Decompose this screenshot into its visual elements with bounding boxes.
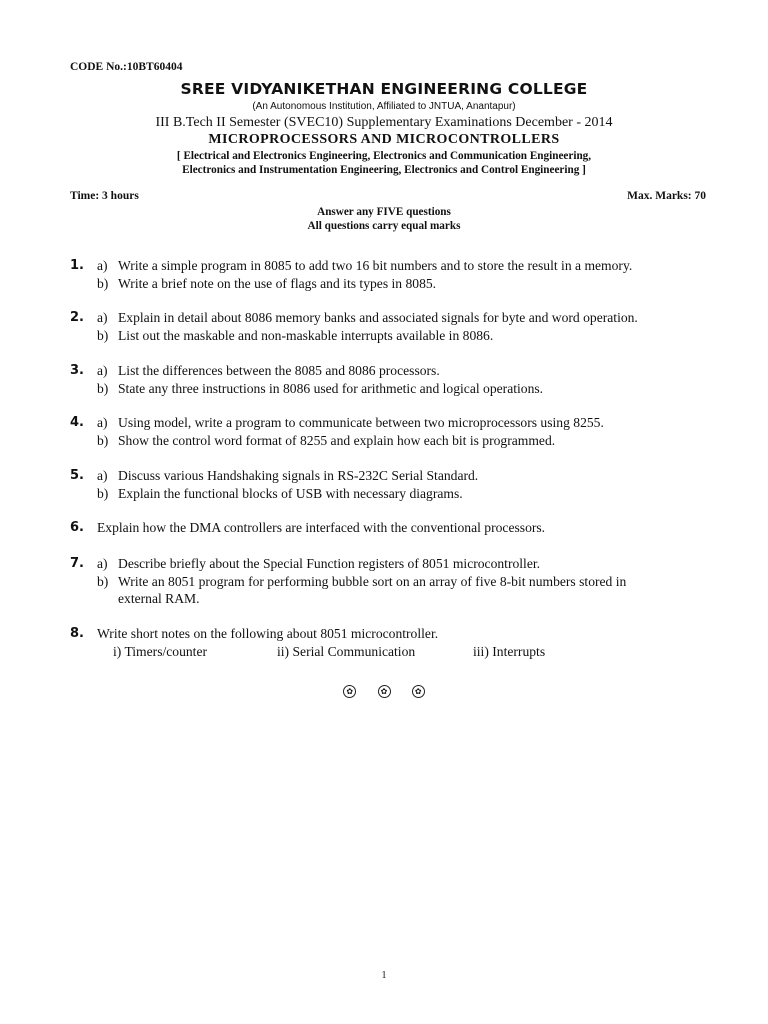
question-6 — [70, 519, 720, 537]
question-paper-code: CODE No.:10BT60404 — [70, 61, 183, 73]
instructions — [0, 205, 768, 233]
question-3 — [70, 362, 720, 397]
instruction-answer-any: Answer any FIVE questions — [317, 206, 451, 218]
subitem: iii) Interrupts — [473, 643, 546, 659]
question-part: a) Discuss various Handshaking signals in RS-232C Serial Standard. — [97, 468, 479, 483]
flower-icon: ✿ — [412, 685, 425, 698]
branches — [0, 149, 768, 177]
question-number: 7. — [70, 556, 84, 571]
question-part: a) Describe briefly about the Special Function registers of 8051 microcontroller. — [97, 556, 541, 571]
flower-icon: ✿ — [378, 685, 391, 698]
affiliation-line: (An Autonomous Institution, Affiliated to JNTUA, Anantapur) — [252, 101, 516, 112]
college-name: SREE VIDYANIKETHAN ENGINEERING COLLEGE — [180, 80, 588, 98]
question-part: b) Write an 8051 program for performing bubble sort on an array of five 8-bit numbers stored in — [97, 573, 627, 589]
question-part: b) Write a brief note on the use of flags and its types in 8085. — [97, 275, 437, 291]
flower-icon: ✿ — [343, 685, 356, 698]
question-4 — [70, 414, 720, 449]
max-marks: Max. Marks: 70 — [627, 190, 706, 202]
question-subitems — [113, 643, 720, 661]
question-number: 4. — [70, 415, 84, 430]
question-2 — [70, 309, 720, 344]
question-number: 2. — [70, 310, 84, 325]
question-7 — [70, 555, 720, 608]
question-text: Explain how the DMA controllers are interfaced with the conventional processors. — [97, 520, 546, 535]
page-number: 1 — [381, 970, 387, 981]
question-part: a) Using model, write a program to communicate between two microprocessors using 8255. — [97, 415, 604, 430]
question-number: 6. — [70, 520, 84, 535]
question-number: 3. — [70, 363, 84, 378]
subitem: i) Timers/counter — [113, 643, 208, 659]
question-5 — [70, 467, 720, 502]
question-part: a) Explain in detail about 8086 memory banks and associated signals for byte and word operation. — [97, 310, 638, 325]
end-of-paper-marks — [0, 682, 768, 698]
instruction-equal-marks: All questions carry equal marks — [307, 220, 461, 232]
question-number: 5. — [70, 468, 84, 483]
question-part: a) List the differences between the 8085 and 8086 processors. — [97, 363, 440, 378]
question-part-continuation: external RAM. — [118, 591, 200, 606]
question-part: b) Explain the functional blocks of USB with necessary diagrams. — [97, 485, 463, 501]
question-8 — [70, 625, 720, 660]
question-text: Write short notes on the following about 8051 microcontroller. — [97, 626, 439, 641]
subitem: ii) Serial Communication — [277, 643, 416, 659]
question-number: 8. — [70, 626, 84, 641]
question-part: b) List out the maskable and non-maskable interrupts available in 8086. — [97, 327, 494, 343]
exam-duration: Time: 3 hours — [70, 190, 139, 202]
subject-title: MICROPROCESSORS AND MICROCONTROLLERS — [208, 132, 560, 147]
exam-title: III B.Tech II Semester (SVEC10) Supplementary Examinations December - 2014 — [155, 115, 613, 130]
branches-line-2: Electronics and Instrumentation Engineering, Electronics and Control Engineering ] — [182, 164, 586, 176]
question-part: a) Write a simple program in 8085 to add two 16 bit numbers and to store the result in a memory. — [97, 258, 633, 273]
question-1 — [70, 257, 720, 292]
question-part: b) Show the control word format of 8255 and explain how each bit is programmed. — [97, 432, 556, 448]
question-part: b) State any three instructions in 8086 used for arithmetic and logical operations. — [97, 380, 544, 396]
branches-line-1: [ Electrical and Electronics Engineering, Electronics and Communication Engineering, — [176, 150, 592, 162]
question-number: 1. — [70, 258, 84, 273]
